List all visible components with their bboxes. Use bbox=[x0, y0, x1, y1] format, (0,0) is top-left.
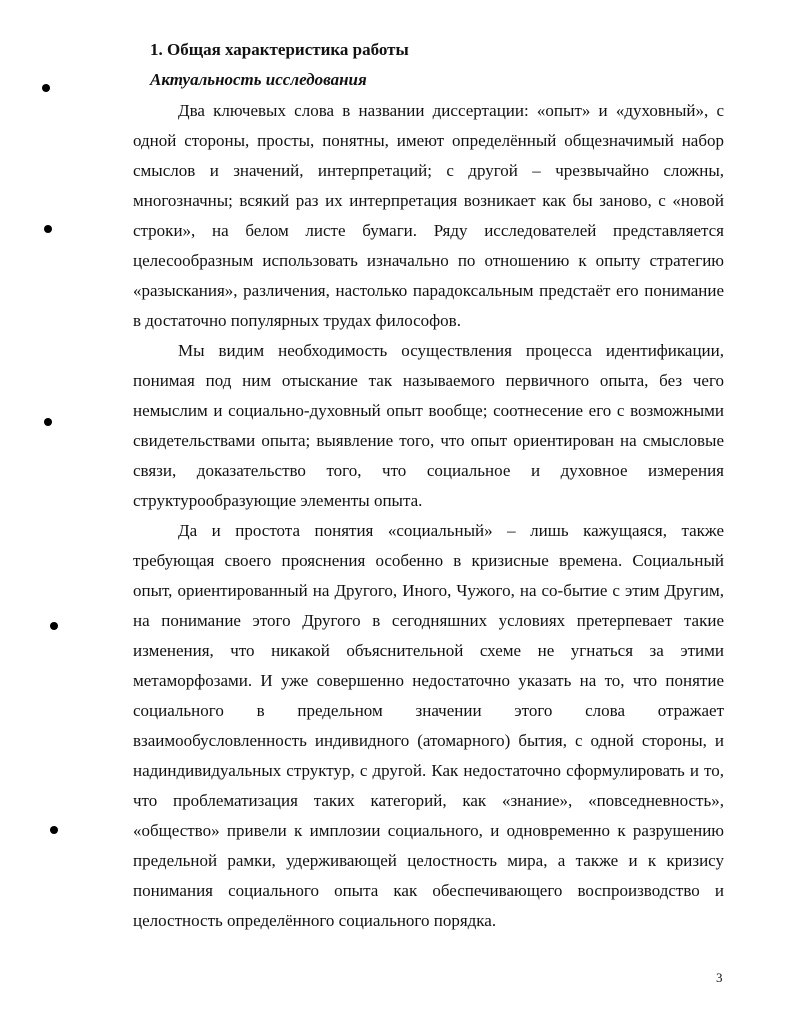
binding-hole-mark bbox=[42, 84, 50, 92]
paragraph: Мы видим необходимость осуществления процесса идентификации, понимая под ним отыскание так называемого первичного опыта, без чего немыслим и социально-духовный опыт вообще; соотнесение его с возможными свидетельствами опыта; выявление того, что опыт ориентирован на смысловые связи, доказательство того, что социальное и духовное измерения структурообразующие элементы опыта. bbox=[133, 341, 724, 510]
paragraph: Два ключевых слова в названии диссертации: «опыт» и «духовный», с одной стороны, просты, понятны, имеют определённый общезначимый набор смыслов и значений, интерпретаций; с другой – чрезвычайно сложны, многозначны; всякий раз их интерпретация возникает как бы заново, с «новой строки», на белом листе бумаги. Ряду исследователей представляется целесообразным использовать изначально по отношению к опыту стратегию «разыскания», различения, настолько парадоксальным предстаёт его понимание в достаточно популярных трудах философов. bbox=[133, 101, 724, 330]
page-number: 3 bbox=[716, 970, 723, 985]
binding-hole-mark bbox=[44, 418, 52, 426]
binding-hole-mark bbox=[44, 225, 52, 233]
section-heading: 1. Общая характеристика работы bbox=[150, 40, 409, 59]
paragraph: Да и простота понятия «социальный» – лишь кажущаяся, также требующая своего прояснения особенно в кризисные времена. Социальный опыт, ориентированный на Другого, Иного, Чужого, на со-бытие с этим Другим, на понимание этого Другого в сегодняшних условиях претерпевает такие изменения, что никакой объяснительной схеме не угнаться за этими метаморфозами. И уже совершенно недостаточно указать на то, что понятие социального в предельном значении этого слова отражает взаимообусловленность индивидного (атомарного) бытия, с одной стороны, и надиндивидуальных структур, с другой. Как недостаточно сформулировать и то, что проблематизация таких категорий, как «знание», «повседневность», «общество» привели к имплозии социального, и одновременно к разрушению предельной рамки, удерживающей целостность мира, а также и к кризису понимания социального опыта как обеспечивающего воспроизводство и целостность определённого социального порядка. bbox=[133, 521, 724, 930]
binding-hole-mark bbox=[50, 826, 58, 834]
binding-hole-mark bbox=[50, 622, 58, 630]
section-subheading: Актуальность исследования bbox=[150, 70, 367, 89]
body-text bbox=[133, 96, 724, 936]
